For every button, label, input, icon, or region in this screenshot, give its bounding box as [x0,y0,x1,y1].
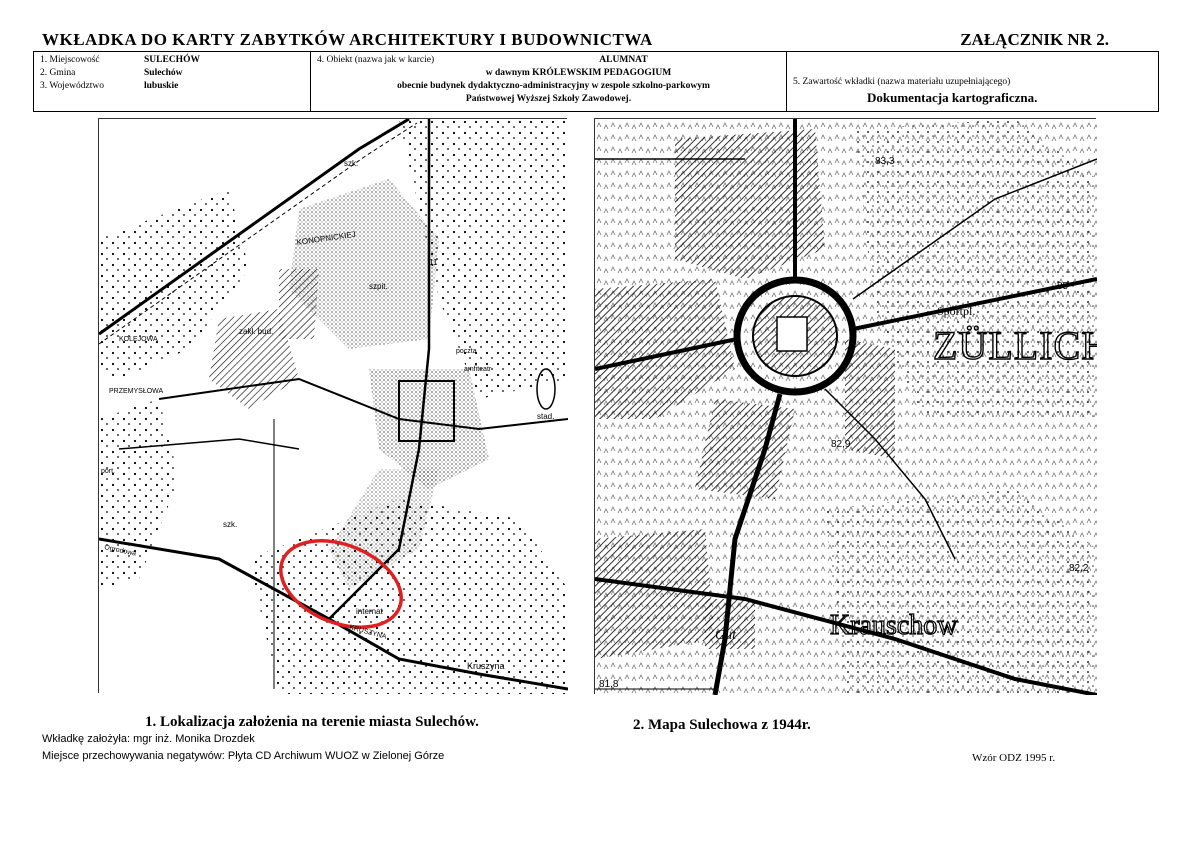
location-map [98,118,567,693]
map1-label-konopnickiej: KONOPNICKIEJ [296,229,357,247]
map2-label-sportpl: Sportpl. [937,304,976,318]
map1-label-hospital: szpit. [369,282,388,291]
content-label: 5. Zawartość wkładki (nazwa materiału uzupełniającego) [793,77,1011,87]
map1-label-internat: internat [356,607,383,616]
map1-label-kolejowa: KOLEJOWA [119,336,158,343]
attachment-number: ZAŁĄCZNIK NR 2. [960,30,1109,49]
province-value: lubuskie [144,81,179,91]
map1-caption: 1. Lokalizacja założenia na terenie miasta Sulechów. [145,714,479,730]
object-line-2: w dawnym KRÓLEWSKIM PEDAGOGIUM [485,68,672,78]
object-line-4: Państwowej Wyższej Szkoły Zawodowej. [465,94,632,104]
commune-label: 2. Gmina [40,68,76,78]
map1-label-school-north: szk. [344,159,359,168]
content-cell [787,52,1158,111]
map2-label-krauschow: Krauschow [830,610,958,641]
map1-label-poczta: poczta [456,348,477,355]
map2-label-elevation-822: 82,2 [1069,563,1089,574]
map1-label-plant: zakł. bud. [239,327,274,336]
storage-line: Miejsce przechowywania negatywów: Płyta CD Archiwum WUOZ w Zielonej Górze [42,750,445,762]
map1-label-port: port. [101,468,116,475]
map2-label-elevation-829: 82,9 [831,439,851,450]
location-cell [34,52,311,111]
map2-label-contour-85: 85 [1057,281,1069,292]
location-map-drawing [99,119,568,694]
document-title: WKŁADKA DO KARTY ZABYTKÓW ARCHITEKTURY I BUDOWNICTWA [42,30,653,49]
object-line-3: obecnie budynek dydaktyczno-administracyjny w zespole szkolno-parkowym [397,81,710,91]
map2-label-elevation-818: 81,8 [599,679,619,690]
historic-map-drawing [595,119,1097,695]
map1-label-school-south: szk. [223,520,238,529]
template-note: Wzór ODZ 1995 r. [972,752,1056,764]
map2-caption: 2. Mapa Sulechowa z 1944r. [633,717,811,733]
map1-label-kruszyna: Kruszyna [467,661,505,671]
commune-value: Sulechów [144,68,183,78]
header-table [33,51,1159,112]
object-cell [311,52,787,111]
place-label: 1. Miejscowość [40,55,100,65]
map2-label-gut: Gut [715,628,736,643]
place-value: SULECHÓW [144,55,200,65]
map2-label-elevation-833: 83,3 [875,156,895,167]
map1-label-number: 11 [429,258,438,267]
map2-label-zullich: ZÜLLICH [933,323,1097,368]
map1-label-kruszyna-street: KRUSZYNA [348,624,388,641]
object-label: 4. Obiekt (nazwa jak w karcie) [317,55,435,65]
author-line: Wkładkę założyła: mgr inż. Monika Drozdek [42,733,255,745]
map1-label-ogrodowa: Ogrodowa [103,544,137,558]
historic-map-1944 [594,118,1096,694]
object-name: ALUMNAT [599,55,648,65]
map1-label-amfiteatr: amfiteatr [464,366,492,373]
map1-label-stadium: stad. [537,412,555,421]
map1-label-przemyslowa: PRZEMYSŁOWA [109,388,164,395]
content-value: Dokumentacja kartograficzna. [867,90,1038,105]
province-label: 3. Województwo [40,81,104,91]
